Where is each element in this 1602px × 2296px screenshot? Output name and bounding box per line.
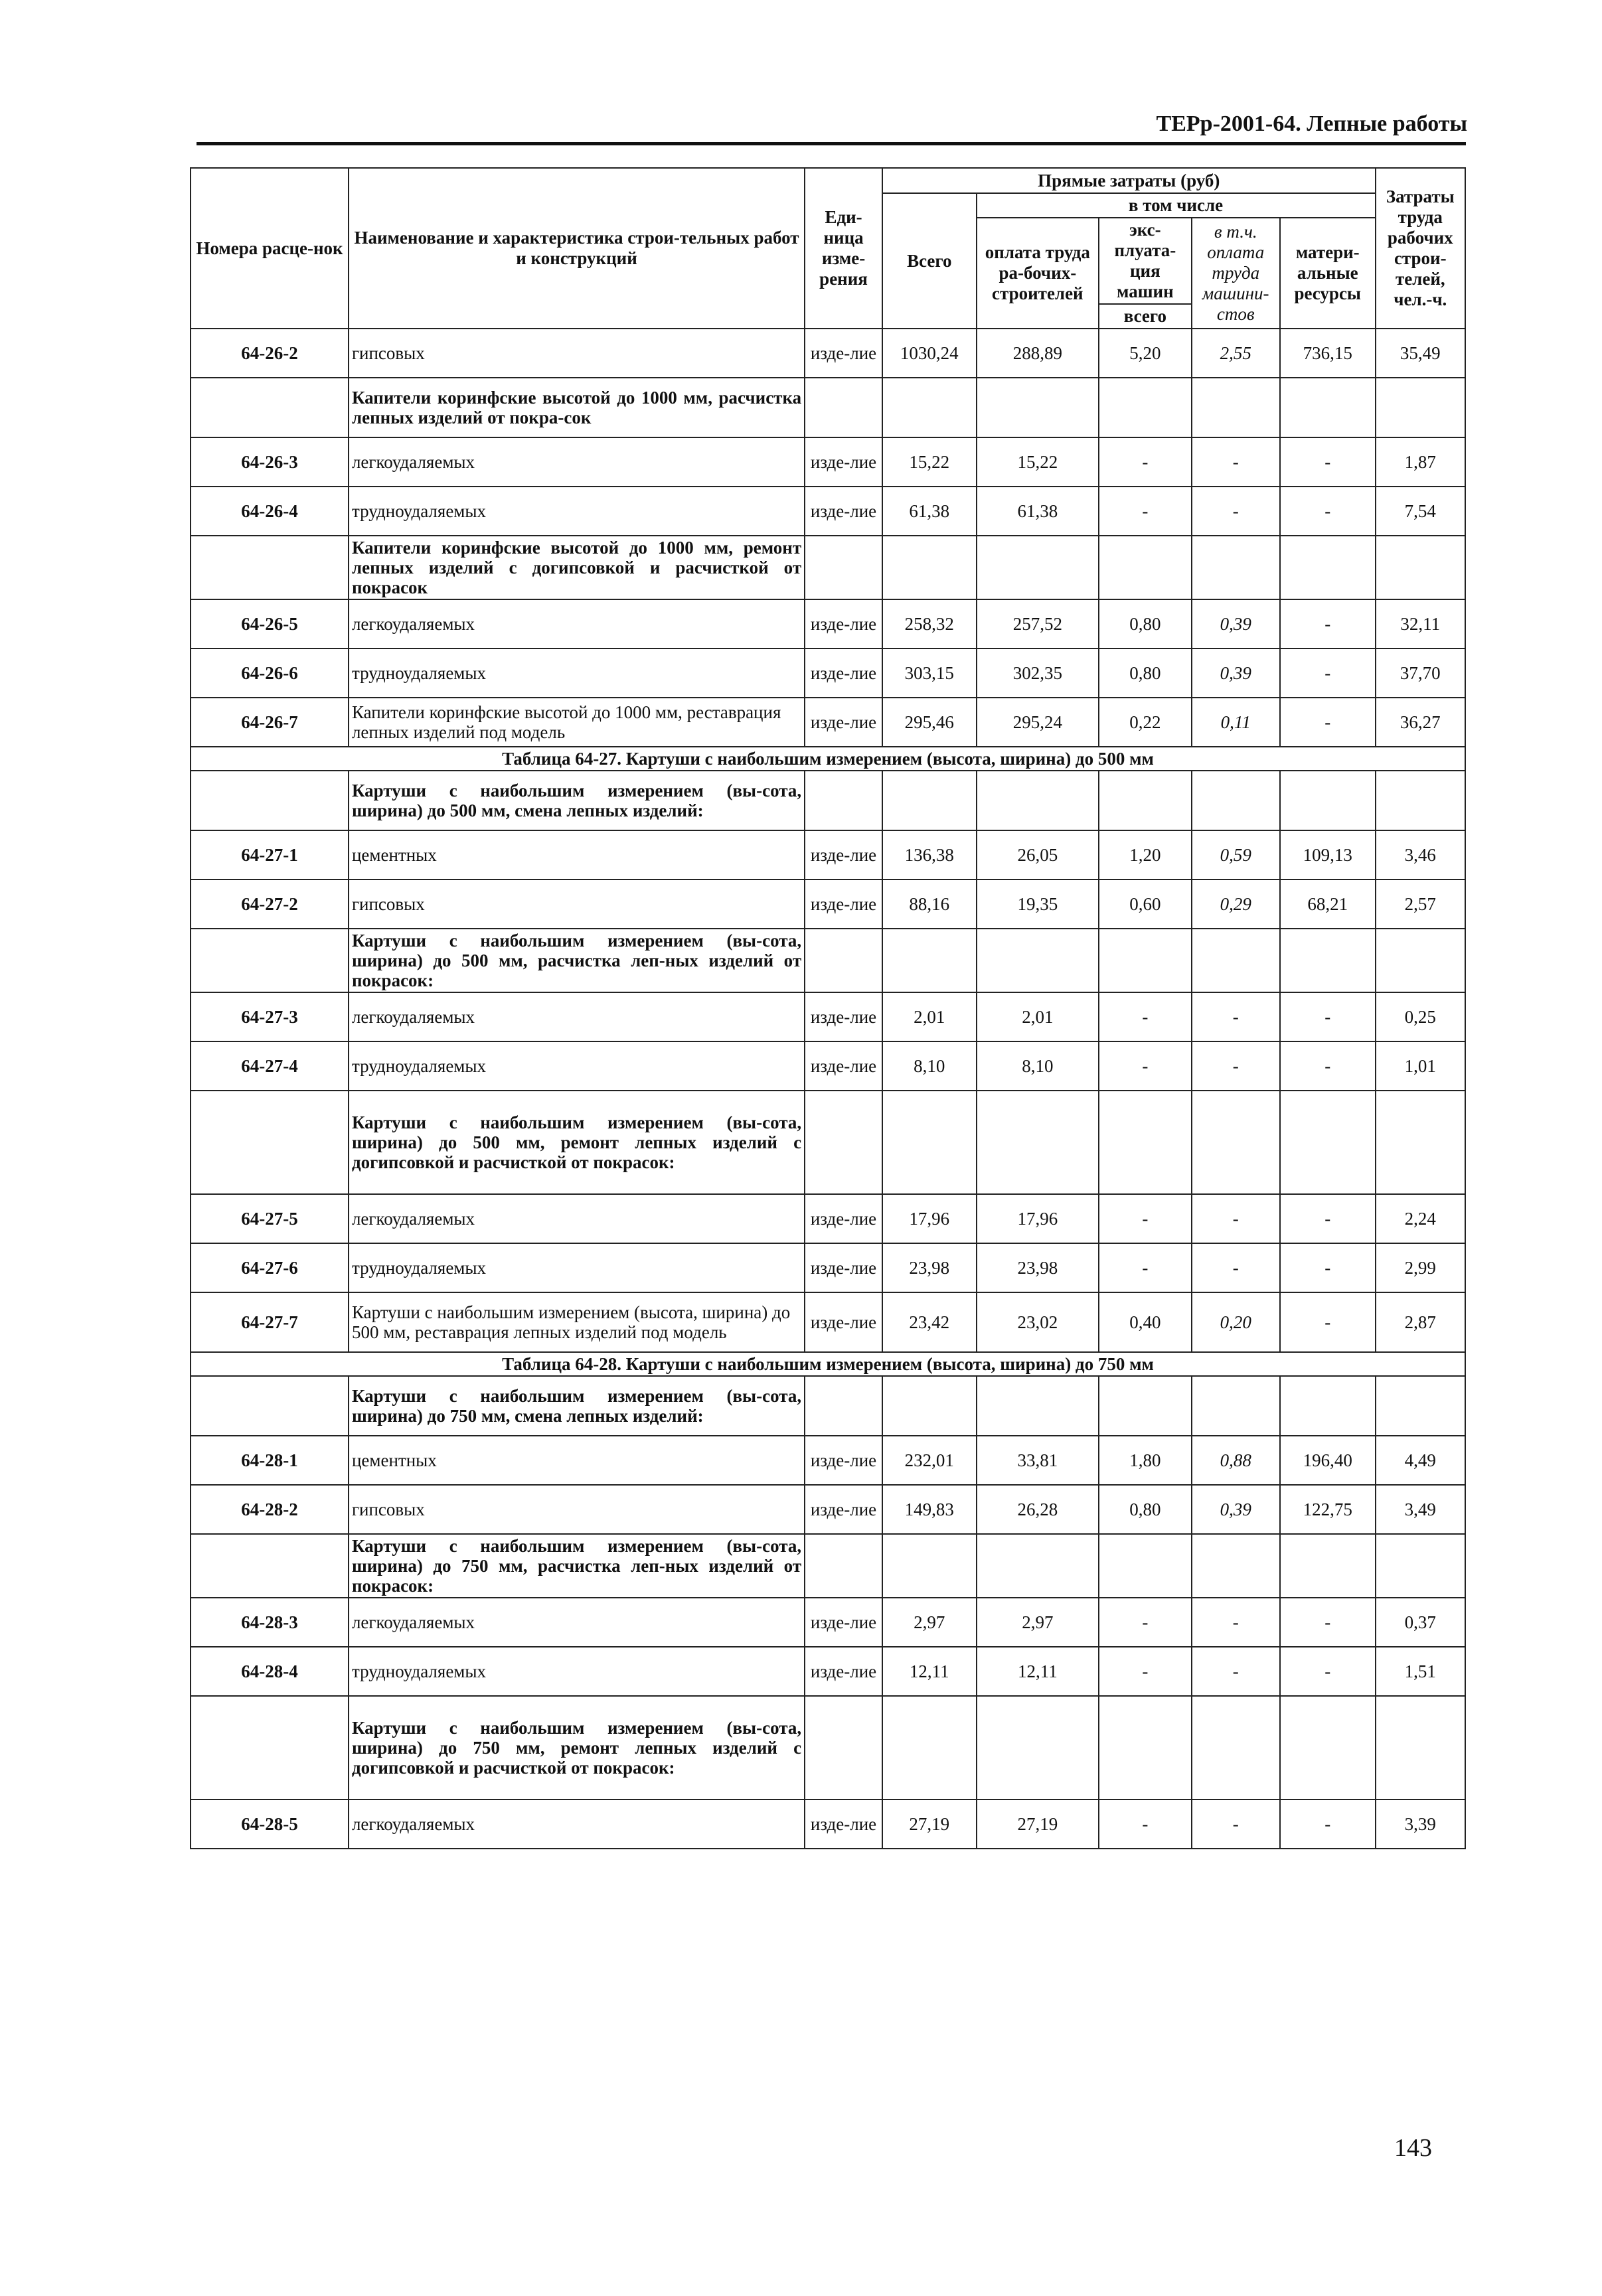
work-name: трудноудаляемых — [349, 487, 805, 536]
cost-wages: 2,01 — [977, 992, 1099, 1041]
empty-cell — [1192, 1696, 1280, 1799]
cost-machinist-wages: 0,39 — [1192, 599, 1280, 649]
unit-of-measure: изде-лие — [805, 880, 882, 929]
rate-code: 64-27-2 — [191, 880, 349, 929]
rate-code: 64-28-2 — [191, 1485, 349, 1534]
work-name: Капители коринфские высотой до 1000 мм, реставрация лепных изделий под модель — [349, 698, 805, 747]
cost-total: 61,38 — [882, 487, 977, 536]
rate-code-empty — [191, 771, 349, 830]
col-header-machines-total: всего — [1099, 304, 1191, 329]
work-name: трудноудаляемых — [349, 1243, 805, 1292]
work-name: легкоудаляемых — [349, 1598, 805, 1647]
cost-machinist-wages: - — [1192, 1598, 1280, 1647]
labor-hours: 3,46 — [1376, 830, 1465, 880]
unit-of-measure: изде-лие — [805, 1194, 882, 1243]
empty-cell — [1376, 1534, 1465, 1598]
unit-of-measure: изде-лие — [805, 1598, 882, 1647]
cost-total: 295,46 — [882, 698, 977, 747]
table-row — [191, 1243, 1465, 1292]
empty-cell — [1280, 1534, 1376, 1598]
labor-hours: 36,27 — [1376, 698, 1465, 747]
col-header-wages: оплата труда ра-бочих-строителей — [977, 218, 1099, 329]
empty-cell — [1192, 1376, 1280, 1436]
rate-code: 64-26-4 — [191, 487, 349, 536]
cost-materials: - — [1280, 1292, 1376, 1352]
empty-cell — [882, 1534, 977, 1598]
rate-code: 64-27-1 — [191, 830, 349, 880]
cost-total: 12,11 — [882, 1647, 977, 1696]
cost-total: 2,97 — [882, 1598, 977, 1647]
unit-of-measure: изде-лие — [805, 599, 882, 649]
empty-cell — [1280, 378, 1376, 437]
labor-hours: 4,49 — [1376, 1436, 1465, 1485]
group-heading-row — [191, 1696, 1465, 1799]
labor-hours: 2,57 — [1376, 880, 1465, 929]
table-row — [191, 599, 1465, 649]
cost-materials: - — [1280, 649, 1376, 698]
group-heading-row — [191, 1376, 1465, 1436]
labor-hours: 0,37 — [1376, 1598, 1465, 1647]
cost-machines: - — [1099, 1799, 1191, 1849]
cost-wages: 27,19 — [977, 1799, 1099, 1849]
empty-cell — [805, 1376, 882, 1436]
empty-cell — [805, 378, 882, 437]
cost-machinist-wages: - — [1192, 1647, 1280, 1696]
col-header-name: Наименование и характеристика строи-тельных работ и конструкций — [349, 168, 805, 329]
cost-materials: - — [1280, 1647, 1376, 1696]
cost-materials: 68,21 — [1280, 880, 1376, 929]
cost-machinist-wages: 0,11 — [1192, 698, 1280, 747]
unit-of-measure: изде-лие — [805, 329, 882, 378]
work-name: легкоудаляемых — [349, 1799, 805, 1849]
empty-cell — [805, 536, 882, 599]
table-caption-row — [191, 1352, 1465, 1376]
rate-code-empty — [191, 1696, 349, 1799]
cost-wages: 257,52 — [977, 599, 1099, 649]
empty-cell — [977, 771, 1099, 830]
rate-code: 64-27-4 — [191, 1041, 349, 1091]
cost-machines: - — [1099, 1598, 1191, 1647]
cost-wages: 33,81 — [977, 1436, 1099, 1485]
cost-total: 303,15 — [882, 649, 977, 698]
cost-wages: 288,89 — [977, 329, 1099, 378]
empty-cell — [977, 1376, 1099, 1436]
cost-materials: - — [1280, 1194, 1376, 1243]
labor-hours: 3,49 — [1376, 1485, 1465, 1534]
cost-machinist-wages: - — [1192, 487, 1280, 536]
labor-hours: 1,51 — [1376, 1647, 1465, 1696]
unit-of-measure: изде-лие — [805, 1436, 882, 1485]
unit-of-measure: изде-лие — [805, 830, 882, 880]
cost-materials: - — [1280, 1041, 1376, 1091]
unit-of-measure: изде-лие — [805, 698, 882, 747]
cost-machines: - — [1099, 1194, 1191, 1243]
cost-materials: - — [1280, 599, 1376, 649]
cost-machines: 5,20 — [1099, 329, 1191, 378]
cost-machinist-wages: 0,39 — [1192, 649, 1280, 698]
cost-machines: - — [1099, 1647, 1191, 1696]
cost-wages: 17,96 — [977, 1194, 1099, 1243]
cost-total: 23,42 — [882, 1292, 977, 1352]
col-header-machinist-wages: в т.ч. оплата труда машини-стов — [1192, 218, 1280, 329]
table-caption-row — [191, 747, 1465, 771]
labor-hours: 32,11 — [1376, 599, 1465, 649]
cost-total: 258,32 — [882, 599, 977, 649]
rates-table — [190, 167, 1466, 1849]
empty-cell — [882, 1696, 977, 1799]
table-row — [191, 1647, 1465, 1696]
cost-wages: 61,38 — [977, 487, 1099, 536]
cost-total: 1030,24 — [882, 329, 977, 378]
empty-cell — [805, 1091, 882, 1194]
col-header-total: Всего — [882, 193, 977, 329]
cost-machines: 0,80 — [1099, 649, 1191, 698]
labor-hours: 3,39 — [1376, 1799, 1465, 1849]
cost-machines: - — [1099, 487, 1191, 536]
labor-hours: 1,87 — [1376, 437, 1465, 487]
cost-machines: - — [1099, 1041, 1191, 1091]
empty-cell — [977, 929, 1099, 992]
cost-machinist-wages: - — [1192, 1799, 1280, 1849]
work-name: легкоудаляемых — [349, 992, 805, 1041]
work-name: легкоудаляемых — [349, 599, 805, 649]
group-heading-row — [191, 771, 1465, 830]
empty-cell — [882, 771, 977, 830]
col-header-labor: Затраты труда рабочих строи-телей, чел.-ч. — [1376, 168, 1465, 329]
rate-code-empty — [191, 1091, 349, 1194]
cost-materials: 109,13 — [1280, 830, 1376, 880]
empty-cell — [977, 1696, 1099, 1799]
work-name: легкоудаляемых — [349, 1194, 805, 1243]
group-heading: Картуши с наибольшим измерением (вы-сота, ширина) до 500 мм, смена лепных изделий: — [349, 771, 805, 830]
table-row — [191, 992, 1465, 1041]
page-number: 143 — [1394, 2134, 1432, 2162]
cost-materials: - — [1280, 1243, 1376, 1292]
empty-cell — [882, 1091, 977, 1194]
table-header — [191, 168, 1465, 329]
cost-machinist-wages: - — [1192, 1194, 1280, 1243]
cost-machinist-wages: - — [1192, 1243, 1280, 1292]
rate-code: 64-26-6 — [191, 649, 349, 698]
cost-machinist-wages: 2,55 — [1192, 329, 1280, 378]
cost-machines: - — [1099, 1243, 1191, 1292]
col-header-machines: экс-плуата-ция машин — [1099, 218, 1191, 304]
empty-cell — [1099, 929, 1191, 992]
labor-hours: 35,49 — [1376, 329, 1465, 378]
unit-of-measure: изде-лие — [805, 1243, 882, 1292]
rate-code: 64-28-1 — [191, 1436, 349, 1485]
cost-total: 27,19 — [882, 1799, 977, 1849]
empty-cell — [1376, 536, 1465, 599]
unit-of-measure: изде-лие — [805, 437, 882, 487]
cost-total: 2,01 — [882, 992, 977, 1041]
cost-wages: 26,28 — [977, 1485, 1099, 1534]
cost-total: 23,98 — [882, 1243, 977, 1292]
table-row — [191, 880, 1465, 929]
cost-machines: 0,80 — [1099, 599, 1191, 649]
empty-cell — [1280, 929, 1376, 992]
cost-machines: 1,80 — [1099, 1436, 1191, 1485]
table-row — [191, 487, 1465, 536]
unit-of-measure: изде-лие — [805, 1647, 882, 1696]
cost-machines: - — [1099, 992, 1191, 1041]
empty-cell — [1280, 1376, 1376, 1436]
cost-machinist-wages: - — [1192, 437, 1280, 487]
group-heading-row — [191, 929, 1465, 992]
group-heading: Капители коринфские высотой до 1000 мм, ремонт лепных изделий с догипсовкой и расчисткой от покрасок — [349, 536, 805, 599]
cost-wages: 8,10 — [977, 1041, 1099, 1091]
rate-code: 64-28-5 — [191, 1799, 349, 1849]
unit-of-measure: изде-лие — [805, 1485, 882, 1534]
rate-code: 64-27-7 — [191, 1292, 349, 1352]
rate-code: 64-26-5 — [191, 599, 349, 649]
rate-code: 64-27-6 — [191, 1243, 349, 1292]
col-header-including: в том числе — [977, 193, 1376, 218]
cost-materials: - — [1280, 1598, 1376, 1647]
cost-wages: 12,11 — [977, 1647, 1099, 1696]
group-heading-row — [191, 378, 1465, 437]
rate-code: 64-27-5 — [191, 1194, 349, 1243]
header-rule — [197, 142, 1466, 145]
rate-code: 64-26-3 — [191, 437, 349, 487]
cost-machinist-wages: - — [1192, 1041, 1280, 1091]
table-row — [191, 1598, 1465, 1647]
table-row — [191, 329, 1465, 378]
empty-cell — [977, 378, 1099, 437]
group-heading: Картуши с наибольшим измерением (вы-сота, ширина) до 500 мм, ремонт лепных изделий с догипсовкой и расчисткой от покрасок: — [349, 1091, 805, 1194]
cost-wages: 26,05 — [977, 830, 1099, 880]
cost-total: 232,01 — [882, 1436, 977, 1485]
empty-cell — [882, 1376, 977, 1436]
table-row — [191, 1292, 1465, 1352]
empty-cell — [1376, 1376, 1465, 1436]
rate-code: 64-26-2 — [191, 329, 349, 378]
group-heading: Картуши с наибольшим измерением (вы-сота, ширина) до 750 мм, ремонт лепных изделий с догипсовкой и расчисткой от покрасок: — [349, 1696, 805, 1799]
cost-machines: 1,20 — [1099, 830, 1191, 880]
unit-of-measure: изде-лие — [805, 992, 882, 1041]
work-name: гипсовых — [349, 880, 805, 929]
table-row — [191, 698, 1465, 747]
cost-machinist-wages: 0,39 — [1192, 1485, 1280, 1534]
cost-machines: 0,80 — [1099, 1485, 1191, 1534]
group-heading-row — [191, 1534, 1465, 1598]
table-row — [191, 649, 1465, 698]
cost-materials: - — [1280, 1799, 1376, 1849]
empty-cell — [1192, 771, 1280, 830]
empty-cell — [1280, 771, 1376, 830]
cost-total: 136,38 — [882, 830, 977, 880]
labor-hours: 2,24 — [1376, 1194, 1465, 1243]
work-name: гипсовых — [349, 329, 805, 378]
labor-hours: 7,54 — [1376, 487, 1465, 536]
cost-wages: 23,98 — [977, 1243, 1099, 1292]
cost-machinist-wages: 0,59 — [1192, 830, 1280, 880]
empty-cell — [805, 1534, 882, 1598]
cost-materials: 196,40 — [1280, 1436, 1376, 1485]
unit-of-measure: изде-лие — [805, 1292, 882, 1352]
cost-wages: 302,35 — [977, 649, 1099, 698]
work-name: цементных — [349, 830, 805, 880]
rate-code: 64-28-3 — [191, 1598, 349, 1647]
empty-cell — [805, 771, 882, 830]
rate-code-empty — [191, 1534, 349, 1598]
table-row — [191, 1041, 1465, 1091]
empty-cell — [1099, 378, 1191, 437]
table-row — [191, 1194, 1465, 1243]
labor-hours: 1,01 — [1376, 1041, 1465, 1091]
table-row — [191, 1485, 1465, 1534]
cost-machines: 0,60 — [1099, 880, 1191, 929]
labor-hours: 37,70 — [1376, 649, 1465, 698]
cost-wages: 2,97 — [977, 1598, 1099, 1647]
work-name: Картуши с наибольшим измерением (высота, ширина) до 500 мм, реставрация лепных изделий под модель — [349, 1292, 805, 1352]
empty-cell — [977, 1534, 1099, 1598]
empty-cell — [1280, 1091, 1376, 1194]
rate-code-empty — [191, 536, 349, 599]
work-name: трудноудаляемых — [349, 649, 805, 698]
empty-cell — [1099, 1091, 1191, 1194]
cost-total: 15,22 — [882, 437, 977, 487]
labor-hours: 0,25 — [1376, 992, 1465, 1041]
cost-materials: - — [1280, 992, 1376, 1041]
cost-materials: - — [1280, 487, 1376, 536]
work-name: трудноудаляемых — [349, 1647, 805, 1696]
document-header-title: ТЕРр-2001-64. Лепные работы — [1156, 112, 1467, 136]
labor-hours: 2,99 — [1376, 1243, 1465, 1292]
empty-cell — [882, 929, 977, 992]
empty-cell — [1376, 1091, 1465, 1194]
unit-of-measure: изде-лие — [805, 649, 882, 698]
cost-machinist-wages: 0,20 — [1192, 1292, 1280, 1352]
table-row — [191, 437, 1465, 487]
table-row — [191, 1799, 1465, 1849]
rate-code-empty — [191, 1376, 349, 1436]
labor-hours: 2,87 — [1376, 1292, 1465, 1352]
table-caption: Таблица 64-28. Картуши с наибольшим измерением (высота, ширина) до 750 мм — [191, 1352, 1465, 1376]
group-heading: Картуши с наибольшим измерением (вы-сота, ширина) до 750 мм, смена лепных изделий: — [349, 1376, 805, 1436]
empty-cell — [977, 1091, 1099, 1194]
cost-materials: 122,75 — [1280, 1485, 1376, 1534]
unit-of-measure: изде-лие — [805, 1799, 882, 1849]
cost-machines: 0,40 — [1099, 1292, 1191, 1352]
empty-cell — [1099, 1696, 1191, 1799]
cost-total: 17,96 — [882, 1194, 977, 1243]
empty-cell — [805, 929, 882, 992]
group-heading: Капители коринфские высотой до 1000 мм, расчистка лепных изделий от покра-сок — [349, 378, 805, 437]
table-row — [191, 1436, 1465, 1485]
rate-code: 64-28-4 — [191, 1647, 349, 1696]
cost-total: 149,83 — [882, 1485, 977, 1534]
work-name: цементных — [349, 1436, 805, 1485]
empty-cell — [1099, 1534, 1191, 1598]
cost-machines: 0,22 — [1099, 698, 1191, 747]
col-header-direct-costs: Прямые затраты (руб) — [882, 168, 1376, 193]
empty-cell — [1192, 1091, 1280, 1194]
rate-code: 64-26-7 — [191, 698, 349, 747]
col-header-materials: матери-альные ресурсы — [1280, 218, 1376, 329]
empty-cell — [805, 1696, 882, 1799]
table-caption: Таблица 64-27. Картуши с наибольшим измерением (высота, ширина) до 500 мм — [191, 747, 1465, 771]
cost-wages: 295,24 — [977, 698, 1099, 747]
cost-machinist-wages: - — [1192, 992, 1280, 1041]
col-header-code: Номера расце-нок — [191, 168, 349, 329]
empty-cell — [1376, 1696, 1465, 1799]
empty-cell — [1192, 1534, 1280, 1598]
empty-cell — [1192, 929, 1280, 992]
rate-code-empty — [191, 378, 349, 437]
group-heading: Картуши с наибольшим измерением (вы-сота, ширина) до 500 мм, расчистка леп-ных изделий от покрасок: — [349, 929, 805, 992]
empty-cell — [882, 536, 977, 599]
cost-wages: 15,22 — [977, 437, 1099, 487]
unit-of-measure: изде-лие — [805, 487, 882, 536]
work-name: гипсовых — [349, 1485, 805, 1534]
empty-cell — [1099, 536, 1191, 599]
empty-cell — [977, 536, 1099, 599]
empty-cell — [1099, 1376, 1191, 1436]
rate-code-empty — [191, 929, 349, 992]
cost-materials: - — [1280, 698, 1376, 747]
group-heading: Картуши с наибольшим измерением (вы-сота, ширина) до 750 мм, расчистка леп-ных изделий от покрасок: — [349, 1534, 805, 1598]
group-heading-row — [191, 536, 1465, 599]
table-body — [191, 329, 1465, 1849]
cost-wages: 19,35 — [977, 880, 1099, 929]
cost-machines: - — [1099, 437, 1191, 487]
cost-wages: 23,02 — [977, 1292, 1099, 1352]
table-row — [191, 830, 1465, 880]
empty-cell — [1376, 378, 1465, 437]
cost-materials: - — [1280, 437, 1376, 487]
empty-cell — [1280, 1696, 1376, 1799]
cost-materials: 736,15 — [1280, 329, 1376, 378]
empty-cell — [882, 378, 977, 437]
rate-code: 64-27-3 — [191, 992, 349, 1041]
cost-machinist-wages: 0,29 — [1192, 880, 1280, 929]
empty-cell — [1376, 929, 1465, 992]
empty-cell — [1192, 378, 1280, 437]
col-header-unit: Еди-ница изме-рения — [805, 168, 882, 329]
unit-of-measure: изде-лие — [805, 1041, 882, 1091]
empty-cell — [1280, 536, 1376, 599]
group-heading-row — [191, 1091, 1465, 1194]
work-name: легкоудаляемых — [349, 437, 805, 487]
empty-cell — [1099, 771, 1191, 830]
empty-cell — [1192, 536, 1280, 599]
empty-cell — [1376, 771, 1465, 830]
cost-machinist-wages: 0,88 — [1192, 1436, 1280, 1485]
work-name: трудноудаляемых — [349, 1041, 805, 1091]
cost-total: 8,10 — [882, 1041, 977, 1091]
cost-total: 88,16 — [882, 880, 977, 929]
